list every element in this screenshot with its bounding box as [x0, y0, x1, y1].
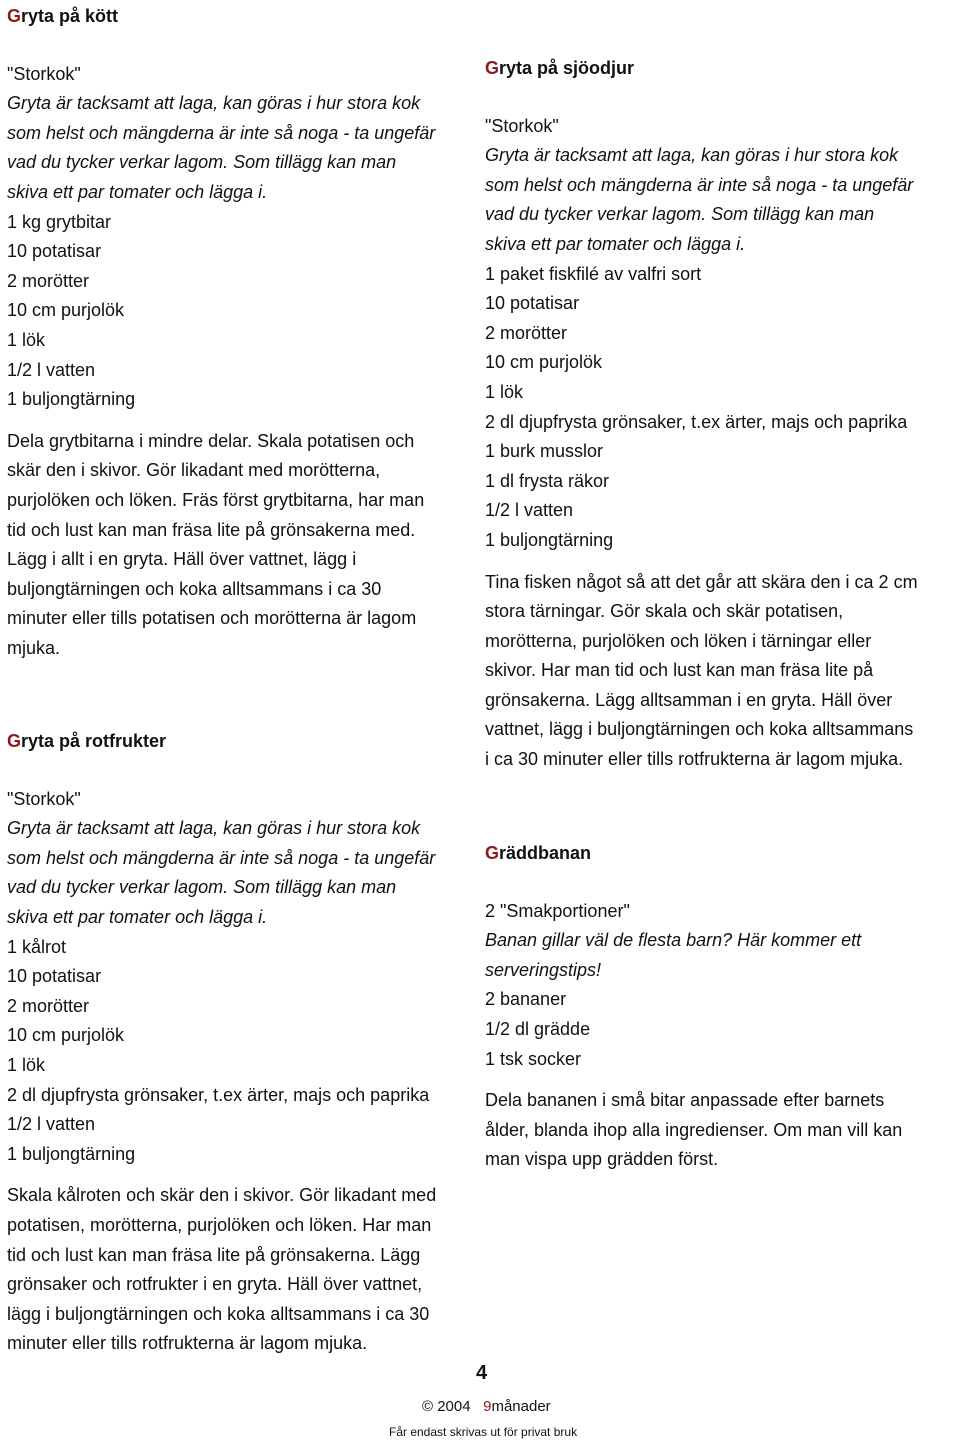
title-rest: räddbanan [499, 843, 592, 863]
ingredient-item: 1/2 l vatten [7, 1114, 96, 1135]
instruction-line: lägg i buljongtärningen och koka alltsammans i ca 30 [7, 1303, 430, 1324]
ingredient-item: 1/2 l vatten [485, 500, 574, 521]
instruction-line: Tina fisken något så att det går att skära den i ca 2 cm [485, 571, 918, 592]
ingredient-item: 1 buljongtärning [485, 529, 614, 550]
title-rest: ryta på kött [21, 6, 119, 26]
recipe-graddbanan [485, 839, 955, 1175]
ingredient-item: 1 tsk socker [485, 1048, 582, 1069]
title-initial: G [485, 843, 500, 863]
ingredient-item: 1 dl frysta räkor [485, 470, 610, 491]
instruction-line: tid och lust kan man fräsa lite på grönsakerna. Lägg [7, 1244, 421, 1265]
ingredient-item: 1/2 l vatten [7, 359, 96, 380]
footer-copyright [422, 1398, 551, 1415]
recipe-gryta-sjoodjur [485, 54, 955, 775]
ingredient-item: 10 cm purjolök [7, 1025, 125, 1046]
intro-line: som helst och mängderna är inte så noga - ta ungefär [485, 174, 914, 195]
instruction-line: Lägg i allt i en gryta. Häll över vattnet, lägg i [7, 549, 357, 570]
instruction-line: purjolöken och löken. Fräs först grytbitarna, har man [7, 489, 425, 510]
recipe-title [7, 727, 485, 757]
copyright-text: © 2004 [422, 1398, 471, 1415]
intro-line: Gryta är tacksamt att laga, kan göras i hur stora kok [7, 93, 421, 114]
instruction-line: vattnet, lägg i buljongtärningen och koka alltsammans [485, 719, 914, 740]
ingredient-item: 10 cm purjolök [7, 300, 125, 321]
intro-line: vad du tycker verkar lagom. Som tillägg kan man [7, 152, 397, 173]
portion-label: 2 "Smakportioner" [485, 900, 630, 921]
intro-line: skiva ett par tomater och lägga i. [7, 181, 268, 202]
ingredient-item: 1 burk musslor [485, 441, 604, 462]
intro-line: Gryta är tacksamt att laga, kan göras i hur stora kok [7, 818, 421, 839]
intro-line: vad du tycker verkar lagom. Som tillägg kan man [485, 204, 875, 225]
brand-rest: månader [491, 1398, 551, 1415]
instruction-line: skär den i skivor. Gör likadant med morötterna, [7, 460, 381, 481]
intro-line: som helst och mängderna är inte så noga - ta ungefär [7, 847, 436, 868]
ingredient-item: 1 lök [485, 381, 524, 402]
intro-line: som helst och mängderna är inte så noga - ta ungefär [7, 122, 436, 143]
instruction-line: grönsaker och rotfrukter i en gryta. Häll över vattnet, [7, 1274, 423, 1295]
portion-label: "Storkok" [485, 115, 559, 136]
portion-label: "Storkok" [7, 63, 81, 84]
instruction-line: grönsakerna. Lägg alltsamman i en gryta. Häll över [485, 689, 893, 710]
title-rest: ryta på sjöodjur [499, 58, 635, 78]
instruction-line: stora tärningar. Gör skala och skär potatisen, [485, 601, 844, 622]
recipe-gryta-kott [7, 2, 485, 663]
title-initial: G [485, 58, 500, 78]
recipe-title [7, 2, 485, 32]
footer-note: Får endast skrivas ut för privat bruk [389, 1425, 578, 1439]
ingredient-item: 1 paket fiskfilé av valfri sort [485, 263, 702, 284]
instruction-line: potatisen, morötterna, purjolöken och löken. Har man [7, 1214, 432, 1235]
instruction-line: ålder, blanda ihop alla ingredienser. Om man vill kan [485, 1119, 903, 1140]
page-number: 4 [476, 1362, 488, 1384]
instruction-line: man vispa upp grädden först. [485, 1149, 719, 1170]
instruction-line: minuter eller tills potatisen och morötterna är lagom [7, 608, 417, 629]
ingredient-item: 1 lök [7, 329, 46, 350]
ingredient-item: 2 dl djupfrysta grönsaker, t.ex ärter, majs och paprika [485, 411, 908, 432]
recipe-title [485, 839, 955, 869]
portion-label: "Storkok" [7, 788, 81, 809]
ingredient-item: 2 morötter [7, 270, 90, 291]
ingredient-item: 10 potatisar [7, 241, 102, 262]
intro-line: serveringstips! [485, 959, 602, 980]
ingredient-item: 1 lök [7, 1054, 46, 1075]
recipe-gryta-rotfrukter [7, 727, 485, 1359]
ingredient-item: 1 buljongtärning [7, 389, 136, 410]
intro-line: vad du tycker verkar lagom. Som tillägg kan man [7, 877, 397, 898]
instruction-line: morötterna, purjolöken och löken i tärningar eller [485, 630, 872, 651]
instruction-line: i ca 30 minuter eller tills rotfrukterna är lagom mjuka. [485, 749, 904, 770]
ingredient-item: 10 cm purjolök [485, 352, 603, 373]
ingredient-item: 10 potatisar [485, 293, 580, 314]
title-initial: G [7, 6, 22, 26]
ingredient-item: 10 potatisar [7, 966, 102, 987]
instruction-line: buljongtärningen och koka alltsammans i ca 30 [7, 578, 382, 599]
ingredient-item: 2 bananer [485, 989, 567, 1010]
brand-initial: 9 [483, 1398, 492, 1415]
intro-line: skiva ett par tomater och lägga i. [7, 906, 268, 927]
ingredient-item: 2 morötter [7, 995, 90, 1016]
instruction-line: Dela grytbitarna i mindre delar. Skala potatisen och [7, 430, 415, 451]
instruction-line: Skala kålroten och skär den i skivor. Gör likadant med [7, 1185, 437, 1206]
ingredient-item: 2 morötter [485, 322, 568, 343]
instruction-line: Dela bananen i små bitar anpassade efter barnets [485, 1090, 885, 1111]
instruction-line: mjuka. [7, 637, 61, 658]
instruction-line: skivor. Har man tid och lust kan man fräsa lite på [485, 660, 874, 681]
ingredient-item: 1 kg grytbitar [7, 211, 112, 232]
instruction-line: tid och lust kan man fräsa lite på grönsakerna med. [7, 519, 416, 540]
ingredient-item: 2 dl djupfrysta grönsaker, t.ex ärter, majs och paprika [7, 1084, 430, 1105]
intro-line: Banan gillar väl de flesta barn? Här kommer ett [485, 930, 862, 951]
ingredient-item: 1 kålrot [7, 936, 67, 957]
title-initial: G [7, 731, 22, 751]
recipe-title [485, 54, 955, 84]
ingredient-item: 1 buljongtärning [7, 1143, 136, 1164]
title-rest: ryta på rotfrukter [21, 731, 167, 751]
ingredient-item: 1/2 dl grädde [485, 1018, 591, 1039]
intro-line: skiva ett par tomater och lägga i. [485, 233, 746, 254]
intro-line: Gryta är tacksamt att laga, kan göras i hur stora kok [485, 145, 899, 166]
instruction-line: minuter eller tills rotfrukterna är lagom mjuka. [7, 1333, 368, 1354]
